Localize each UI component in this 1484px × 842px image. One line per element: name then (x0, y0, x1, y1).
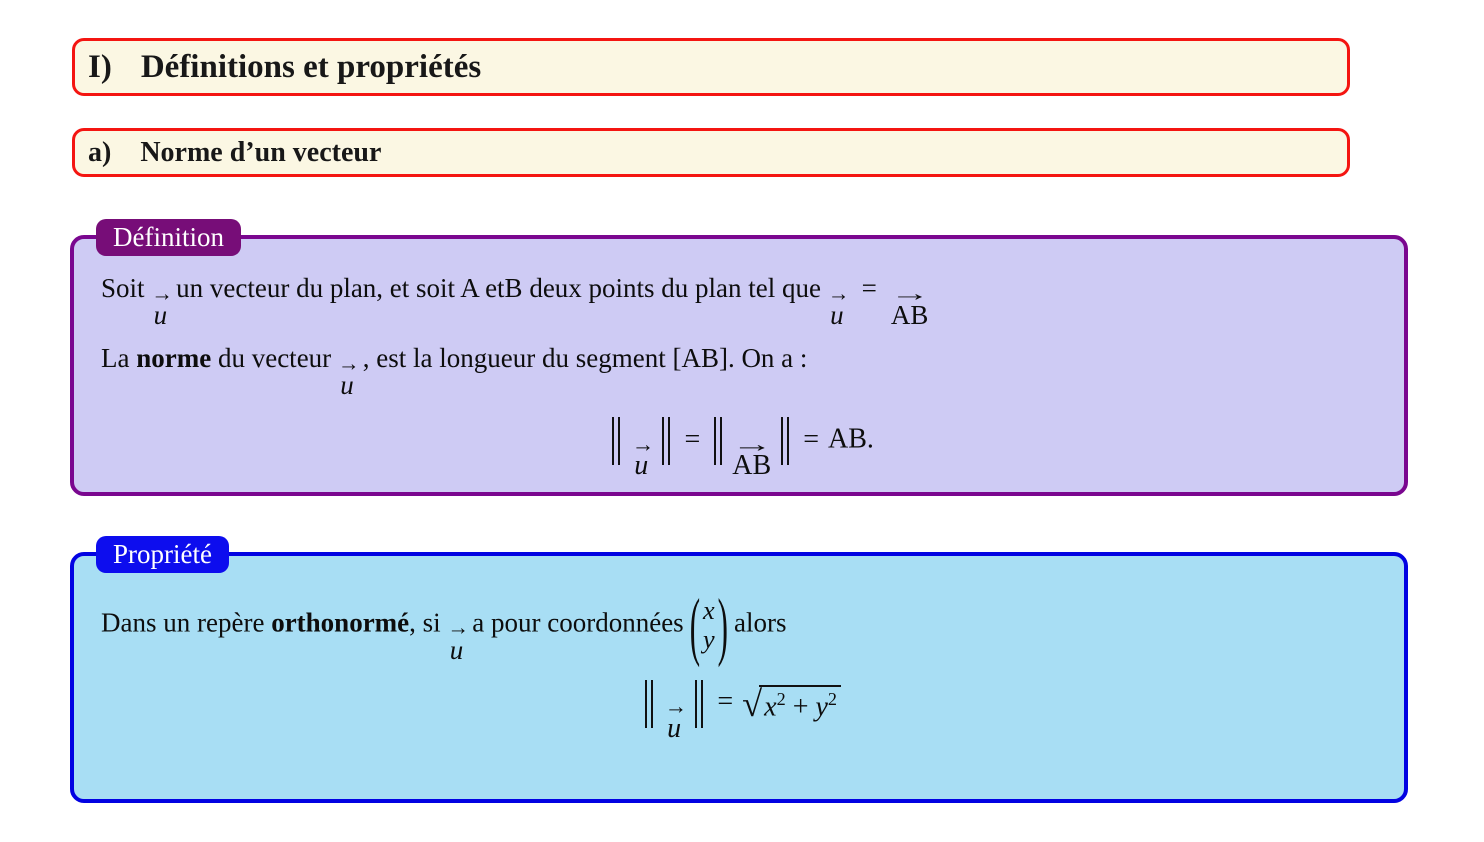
coordinate-y: y (703, 625, 715, 655)
section-number: I) (88, 48, 112, 85)
equals-sign: = (717, 686, 734, 718)
definition-formula (101, 417, 1380, 480)
vector-arrow-icon: → (664, 693, 688, 719)
property-line-1 (101, 582, 1380, 669)
text-segment: alors (734, 607, 787, 638)
subsection-title: Norme d’un vecteur (140, 136, 382, 168)
text-segment: , si (409, 607, 441, 638)
vector-u: → u (827, 281, 850, 331)
left-paren: ( (689, 582, 701, 669)
norm-bar (781, 417, 789, 465)
section-title: Définitions et propriétés (140, 48, 482, 85)
section-heading-main (72, 38, 1350, 96)
text-segment: Soit (101, 273, 145, 303)
text-segment: Dans un repère (101, 607, 265, 638)
plus-sign: + (792, 690, 809, 722)
equals-sign: = (684, 423, 701, 455)
subsection-number: a) (88, 136, 112, 168)
norm-bar (695, 680, 703, 728)
vector-arrow-icon: → (827, 281, 850, 306)
property-box (70, 539, 1408, 803)
vector-arrow-icon: → (151, 281, 173, 306)
vector-u: → u (151, 281, 173, 331)
vector-arrow-icon: → (731, 431, 773, 457)
vector-u: → u (337, 351, 360, 401)
exponent: 2 (776, 688, 786, 709)
vector-AB: → AB (731, 431, 773, 482)
definition-line-2 (101, 343, 1380, 399)
var-y: y (815, 690, 828, 722)
property-badge: Propriété (96, 536, 229, 573)
var-x: x (764, 690, 777, 722)
property-content (74, 556, 1404, 743)
exponent: 2 (827, 688, 838, 709)
vector-arrow-icon: → (889, 281, 930, 306)
text-segment: un vecteur du plan, et soit A etB deux points du plan tel que (176, 273, 822, 303)
bold-term: orthonormé (271, 607, 410, 638)
formula-result: AB. (827, 423, 874, 455)
norm-bar (714, 417, 722, 465)
vector-arrow-icon: → (337, 351, 360, 376)
vector-u: → u (664, 693, 688, 744)
right-paren: ) (717, 582, 729, 669)
definition-box (70, 222, 1408, 496)
section-heading-sub (72, 128, 1350, 177)
vector-arrow-icon: → (447, 616, 469, 641)
norm-bar (612, 417, 620, 465)
norm-bar (662, 417, 670, 465)
bold-term: norme (136, 343, 212, 374)
vector-AB: → AB (889, 281, 930, 331)
vector-u: → u (631, 431, 655, 482)
norm-bar (645, 680, 653, 728)
definition-content (74, 239, 1404, 480)
radical-icon: √ (742, 684, 763, 725)
text-segment: a pour coordonnées (472, 607, 684, 638)
definition-badge: Définition (96, 219, 241, 256)
coordinate-column-vector (689, 582, 729, 669)
text-segment: du vecteur (217, 343, 332, 374)
square-root (742, 685, 841, 723)
coordinate-x: x (703, 596, 715, 625)
vector-arrow-icon: → (631, 431, 655, 457)
text-segment: La (101, 343, 130, 374)
text-segment: , est la longueur du segment [AB]. On a : (362, 343, 808, 374)
equals-sign: = (861, 273, 877, 303)
definition-line-1 (101, 273, 1380, 329)
vector-u: → u (447, 616, 469, 665)
property-formula (101, 680, 1380, 743)
equals-sign: = (803, 423, 819, 455)
